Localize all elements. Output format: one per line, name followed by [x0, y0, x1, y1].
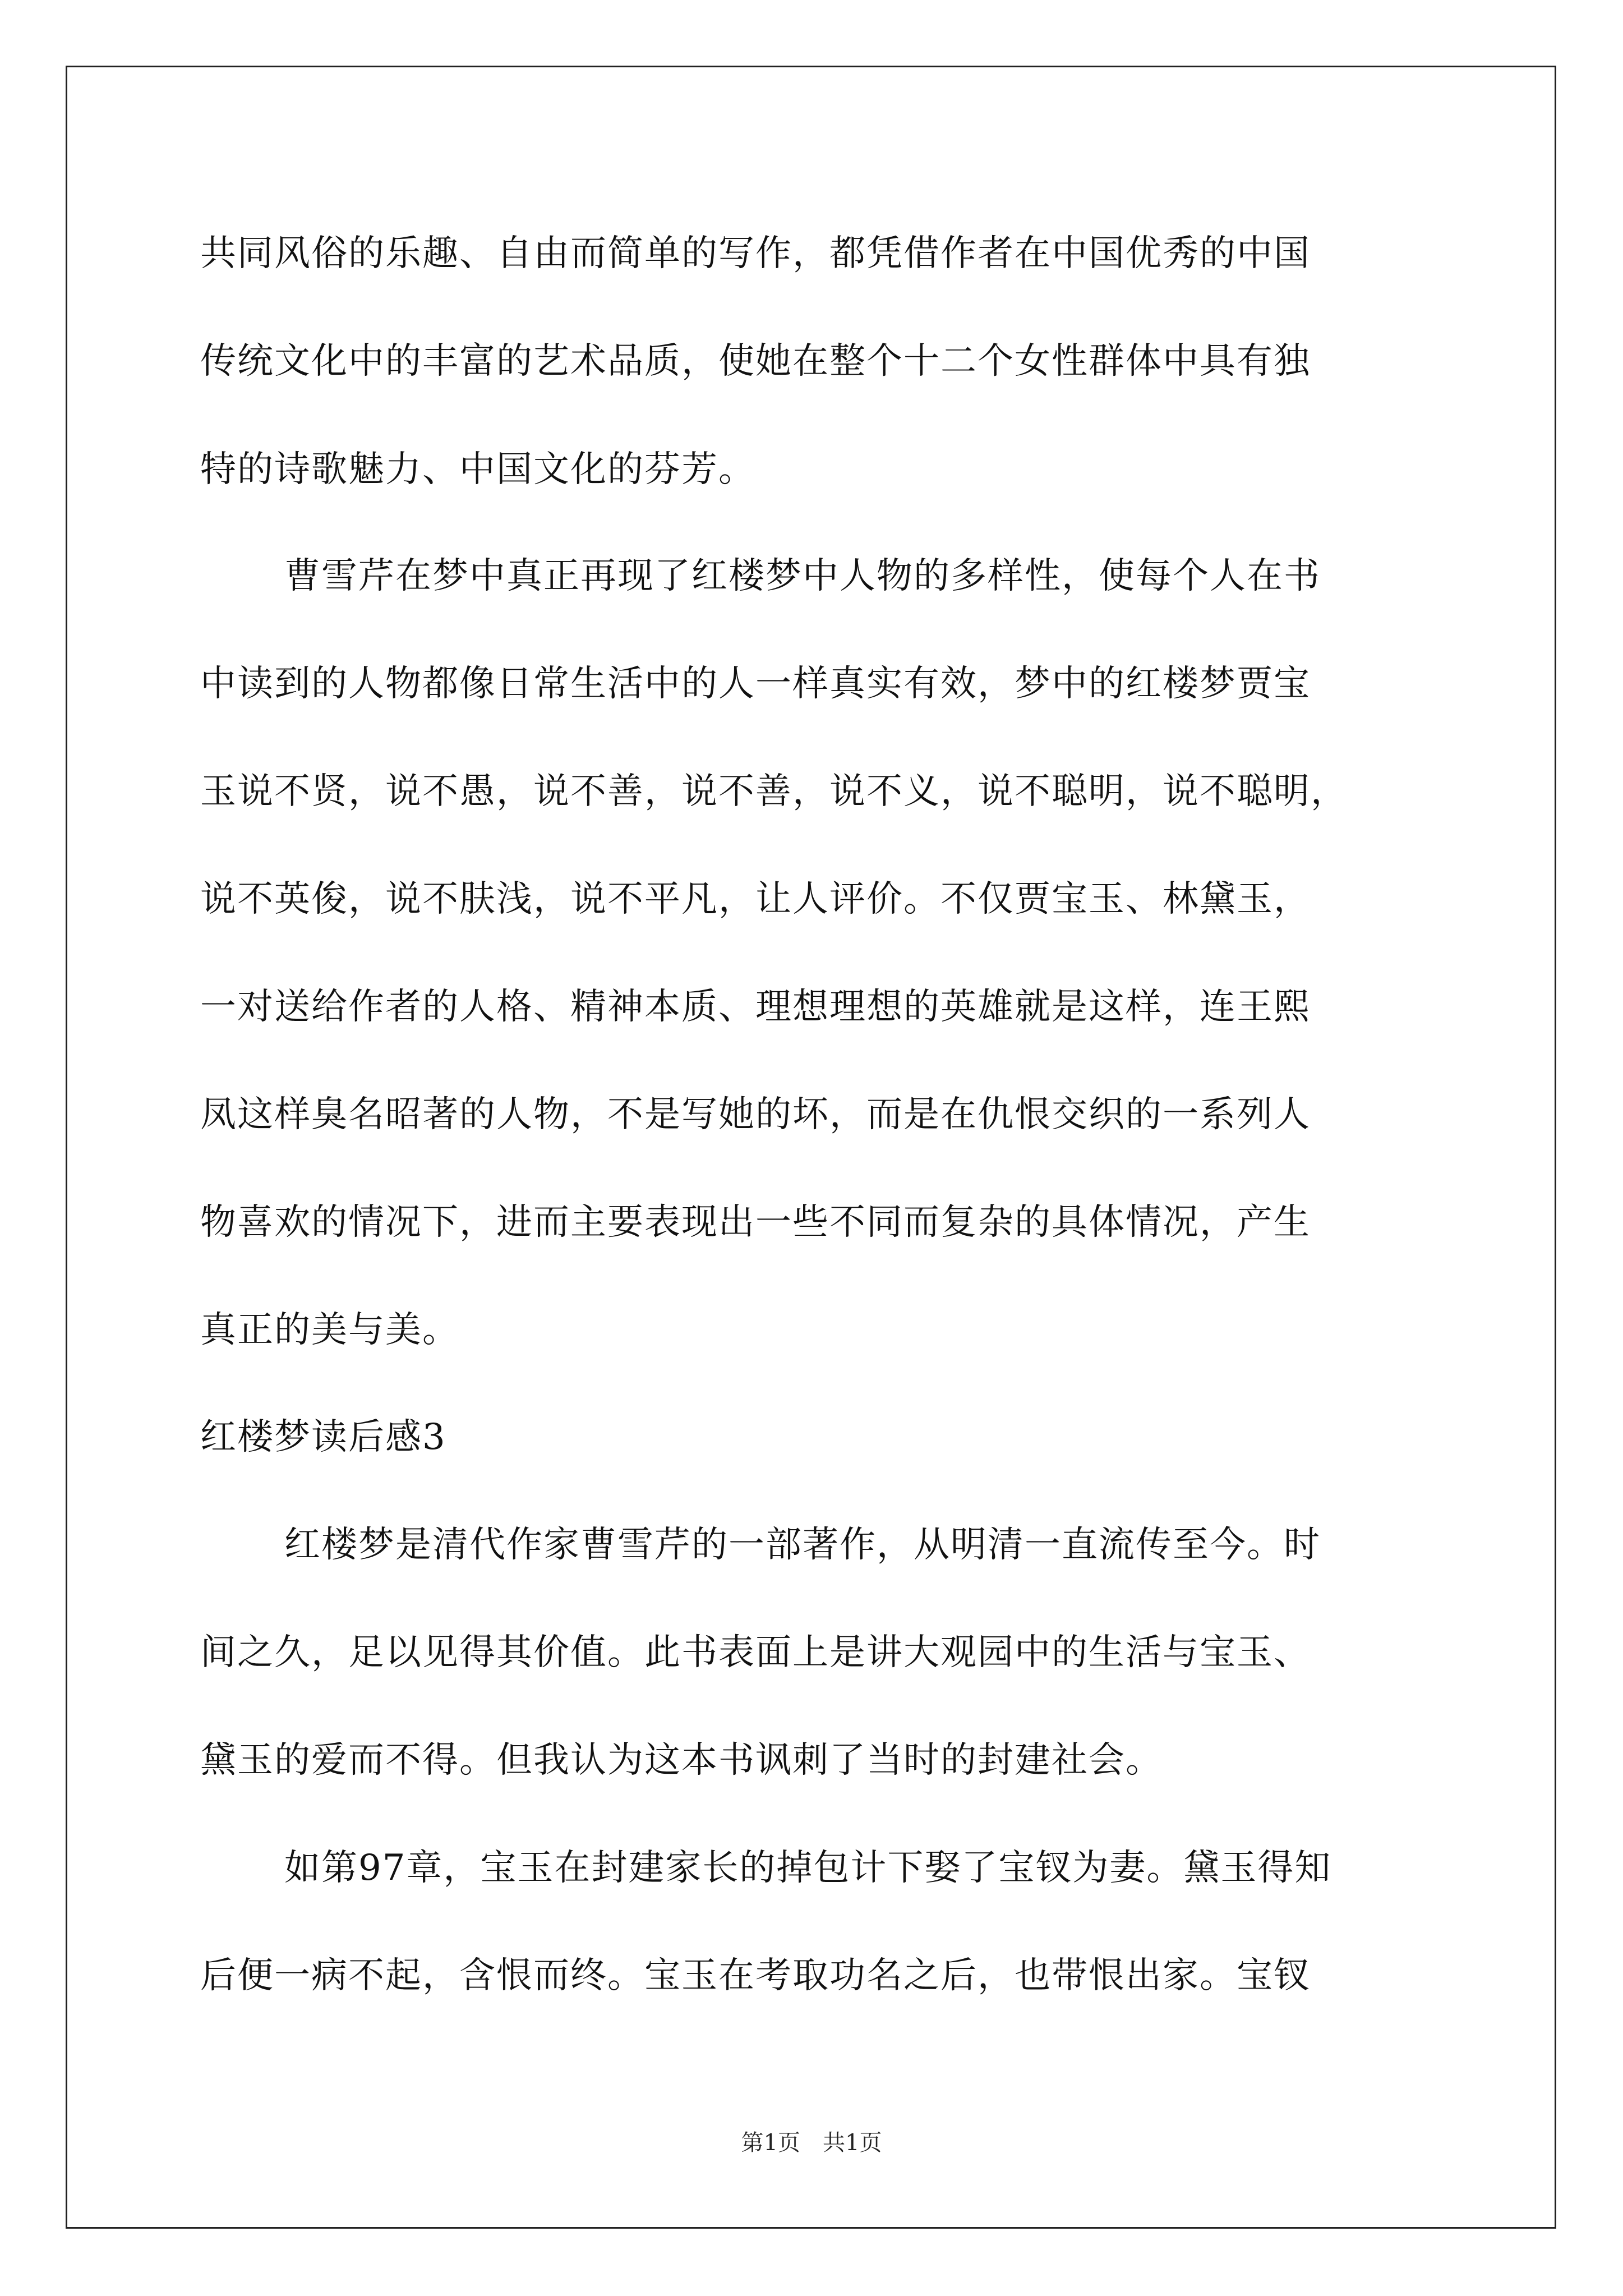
text-line: 说不英俊，说不肤浅，说不平凡，让人评价。不仅贾宝玉、林黛玉， [200, 878, 1311, 920]
text-line: 一对送给作者的人格、精神本质、理想理想的英雄就是这样，连王熙 [200, 986, 1311, 1028]
page-total: 共1页 [823, 2130, 882, 2156]
text-line: 真正的美与美。 [200, 1309, 459, 1351]
text-line: 凤这样臭名昭著的人物，不是写她的坏，而是在仇恨交织的一系列人 [200, 1094, 1311, 1135]
paragraph-first-line: 曹雪芹在梦中真正再现了红楼梦中人物的多样性，使每个人在书 [284, 555, 1321, 597]
paragraph-first-line: 如第97章，宝玉在封建家长的掉包计下娶了宝钗为妻。黛玉得知 [284, 1847, 1332, 1889]
text-line: 特的诗歌魅力、中国文化的芬芳。 [200, 449, 755, 490]
page-footer [0, 2132, 1623, 2154]
text-line: 黛玉的爱而不得。但我认为这本书讽刺了当时的封建社会。 [200, 1740, 1163, 1781]
section-heading: 红楼梦读后感3 [200, 1416, 446, 1458]
page-border [66, 66, 1556, 2229]
page-number: 第1页 [741, 2130, 800, 2156]
text-line: 中读到的人物都像日常生活中的人一样真实有效，梦中的红楼梦贾宝 [200, 663, 1311, 705]
text-line: 传统文化中的丰富的艺术品质，使她在整个十二个女性群体中具有独 [200, 341, 1311, 382]
text-line: 玉说不贤，说不愚，说不善，说不善，说不义，说不聪明，说不聪明， [200, 771, 1348, 812]
text-line: 后便一病不起，含恨而终。宝玉在考取功名之后，也带恨出家。宝钗 [200, 1955, 1311, 1996]
text-line: 物喜欢的情况下，进而主要表现出一些不同而复杂的具体情况，产生 [200, 1202, 1311, 1243]
text-line: 间之久，足以见得其价值。此书表面上是讲大观园中的生活与宝玉、 [200, 1632, 1311, 1673]
paragraph-first-line: 红楼梦是清代作家曹雪芹的一部著作，从明清一直流传至今。时 [284, 1524, 1321, 1566]
text-line: 共同风俗的乐趣、自由而简单的写作，都凭借作者在中国优秀的中国 [200, 233, 1311, 274]
